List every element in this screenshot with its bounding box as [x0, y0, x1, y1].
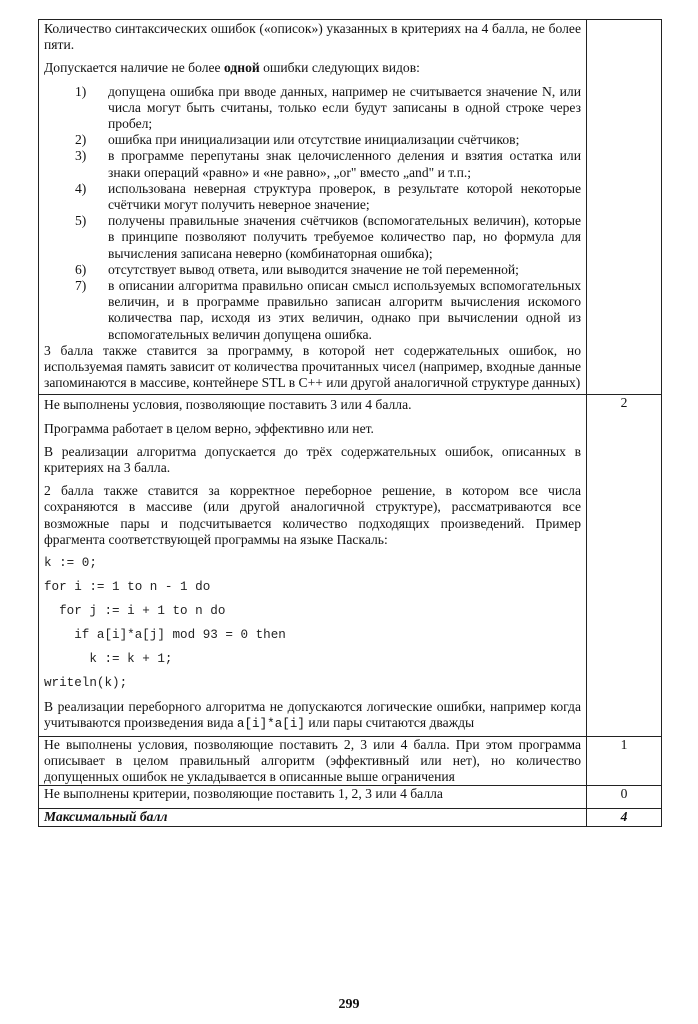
score-cell: 0	[587, 786, 662, 809]
list-item: 5) получены правильные значения счётчиков (вспомогательных величин), которые в принципе позволяют получить требуемое количество пар, но формула для вычисления записана неверно (комбинаторная ошибка);	[75, 213, 581, 261]
list-item: 4) использована неверная структура проверок, в результате которой некоторые счётчики могут получить неверное значение;	[75, 180, 581, 213]
list-item: 2) ошибка при инициализации или отсутствие инициализации счётчиков;	[75, 132, 520, 148]
criteria-row-1-point	[39, 736, 662, 786]
criteria-row-0-points	[39, 786, 662, 809]
code-line: for j := i + 1 to n do	[44, 604, 226, 619]
criteria-page	[38, 19, 661, 827]
max-score-row	[39, 809, 662, 826]
code-line: k := 0;	[44, 556, 97, 571]
score-cell: 2	[587, 395, 662, 736]
paragraph: 2 балла также ставится за корректное переборное решение, в котором все числа сохраняются в массиве (или другой аналогичной структуре), рассматриваются все возможные пары и подсчитывается количество подходящих произведений. Пример фрагмента соответствующей программы на языке Паскаль:	[44, 483, 581, 547]
emphasis-one: одной	[223, 60, 260, 76]
brute-force-note: В реализации переборного алгоритма не допускаются логические ошибки, например когда учитываются произведения вида a[i]*a[i] или пары считаются дважды	[44, 699, 581, 732]
error-types-list	[44, 84, 581, 343]
code-line: for i := 1 to n - 1 do	[44, 580, 211, 595]
grading-criteria-table	[38, 19, 662, 827]
code-line: k := k + 1;	[44, 652, 173, 667]
allowed-errors-heading: Допускается наличие не более одной ошибки следующих видов:	[44, 60, 420, 76]
list-item: 1) допущена ошибка при вводе данных, например не считывается значение N, или числа могут быть считаны, только если будут записаны в одной строке через пробел;	[75, 83, 581, 132]
list-item: 7) в описании алгоритма правильно описан смысл используемых вспомогательных величин, и в программе правильно записан алгоритм вычисления искомого количества пар, исходя из этих величин, однако при вычислении одной из вспомогательных величин допущена ошибка.	[75, 278, 581, 342]
code-line: writeln(k);	[44, 676, 128, 691]
criteria-row-3-points	[39, 20, 662, 395]
paragraph: В реализации алгоритма допускается до трёх содержательных ошибок, описанных в критериях на 3 балла.	[44, 443, 581, 476]
max-score-value: 4	[587, 809, 662, 826]
inline-code: a[i]*a[i]	[236, 717, 305, 732]
criteria-description: Не выполнены условия, позволяющие поставить 2, 3 или 4 балла. При этом программа описывает в целом правильный алгоритм (эффективный или нет), но количество допущенных ошибок не укладывается в описанные выше ограничения	[39, 736, 587, 786]
paragraph: Программа работает в целом верно, эффективно или нет.	[44, 420, 374, 436]
list-item: 6) отсутствует вывод ответа, или выводится значение не той переменной;	[75, 261, 519, 277]
code-line: if a[i]*a[j] mod 93 = 0 then	[44, 628, 286, 643]
score-cell	[587, 20, 662, 395]
syntax-errors-note: Количество синтаксических ошибок («описок») указанных в критериях на 4 балла, не более пяти.	[44, 21, 581, 53]
criteria-description	[39, 395, 587, 736]
max-score-label: Максимальный балл	[39, 809, 587, 826]
list-item: 3) в программе перепутаны знак целочисленного деления и взятия остатка или знаки операций «равно» и «не равно», „or" вместо „and" и т.п.;	[75, 148, 581, 180]
page-number: 299	[338, 997, 360, 1012]
criteria-row-2-points	[39, 395, 662, 736]
criteria-description: Не выполнены критерии, позволяющие поставить 1, 2, 3 или 4 балла	[39, 786, 587, 809]
three-points-memory-note: 3 балла также ставится за программу, в которой нет содержательных ошибок, но используемая память зависит от количества прочитанных чисел (например, входные данные запоминаются в массиве, контейнере STL в C++ или другой аналогичной структуре данных)	[44, 342, 581, 391]
paragraph: Не выполнены условия, позволяющие поставить 3 или 4 балла.	[44, 397, 412, 413]
criteria-description	[39, 20, 587, 395]
score-cell: 1	[587, 736, 662, 786]
